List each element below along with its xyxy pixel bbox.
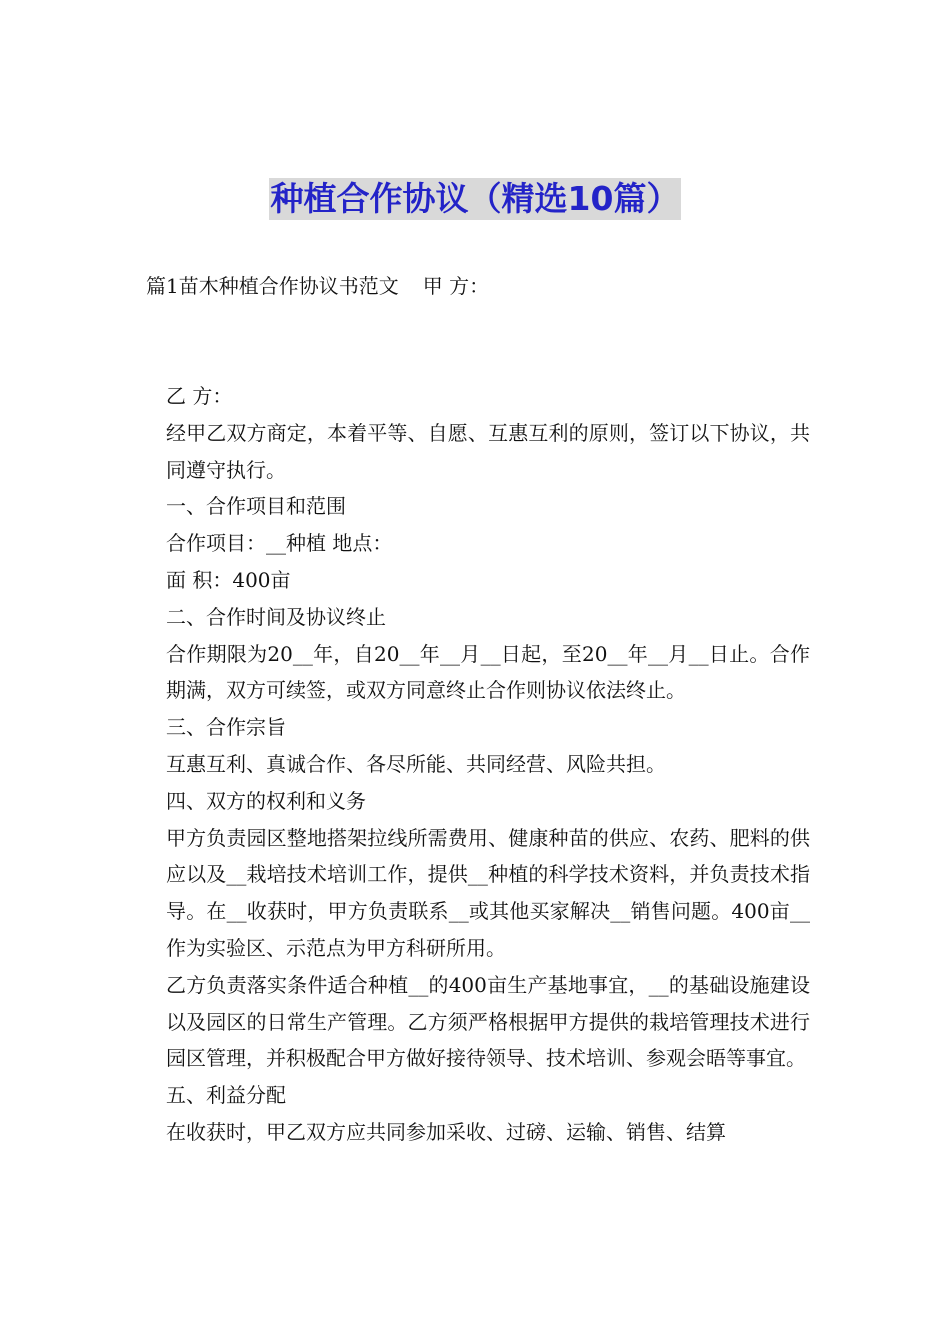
paragraph-party-b-duties: 乙方负责落实条件适合种植__的400亩生产基地事宜，__的基础设施建设以及园区的日常生产管理。乙方须严格根据甲方提供的栽培管理技术进行园区管理，并积极配合甲方做好接待领导、技术培训、参观会晤等事宜。: [166, 972, 810, 1071]
subtitle-line: [146, 268, 489, 304]
paragraph-party-a-duties: 甲方负责园区整地搭架拉线所需费用、健康种苗的供应、农药、肥料的供应以及__栽培技术培训工作，提供__种植的科学技术资料，并负责技术指导。在__收获时，甲方负责联系__或其他买家解决__销售问题。400亩__作为实验区、示范点为甲方科研所用。: [166, 825, 810, 960]
section-heading-5: 五、利益分配: [166, 1083, 286, 1108]
section-heading-4: 四、双方的权利和义务: [166, 788, 366, 813]
paragraph-party-b: 乙 方：: [166, 384, 233, 408]
section-heading-3: 三、合作宗旨: [166, 715, 286, 740]
paragraph-profit-sharing: 在收获时，甲乙双方应共同参加采收、过磅、运输、销售、结算: [166, 1119, 726, 1144]
subtitle-right: 甲 方：: [422, 274, 490, 298]
title-container: [0, 178, 950, 220]
document-title: 种植合作协议（精选10篇）: [270, 179, 680, 218]
section-heading-2: 二、合作时间及协议终止: [166, 604, 386, 629]
section-heading-1: 一、合作项目和范围: [166, 494, 346, 519]
paragraph-term: 合作期限为20__年，自20__年__月__日起，至20__年__月__日止。合作期满，双方可续签，或双方同意终止合作则协议依法终止。: [166, 641, 810, 703]
body-text: [146, 378, 810, 1151]
paragraph-project: 合作项目：__种植 地点：: [166, 531, 393, 556]
subtitle-left: 篇1苗木种植合作协议书范文: [146, 274, 399, 298]
paragraph-purpose: 互惠互利、真诚合作、各尽所能、共同经营、风险共担。: [166, 751, 666, 776]
paragraph-area: 面 积：400亩: [166, 567, 291, 592]
paragraph-intro: 经甲乙双方商定，本着平等、自愿、互惠互利的原则，签订以下协议，共同遵守执行。: [166, 420, 810, 482]
